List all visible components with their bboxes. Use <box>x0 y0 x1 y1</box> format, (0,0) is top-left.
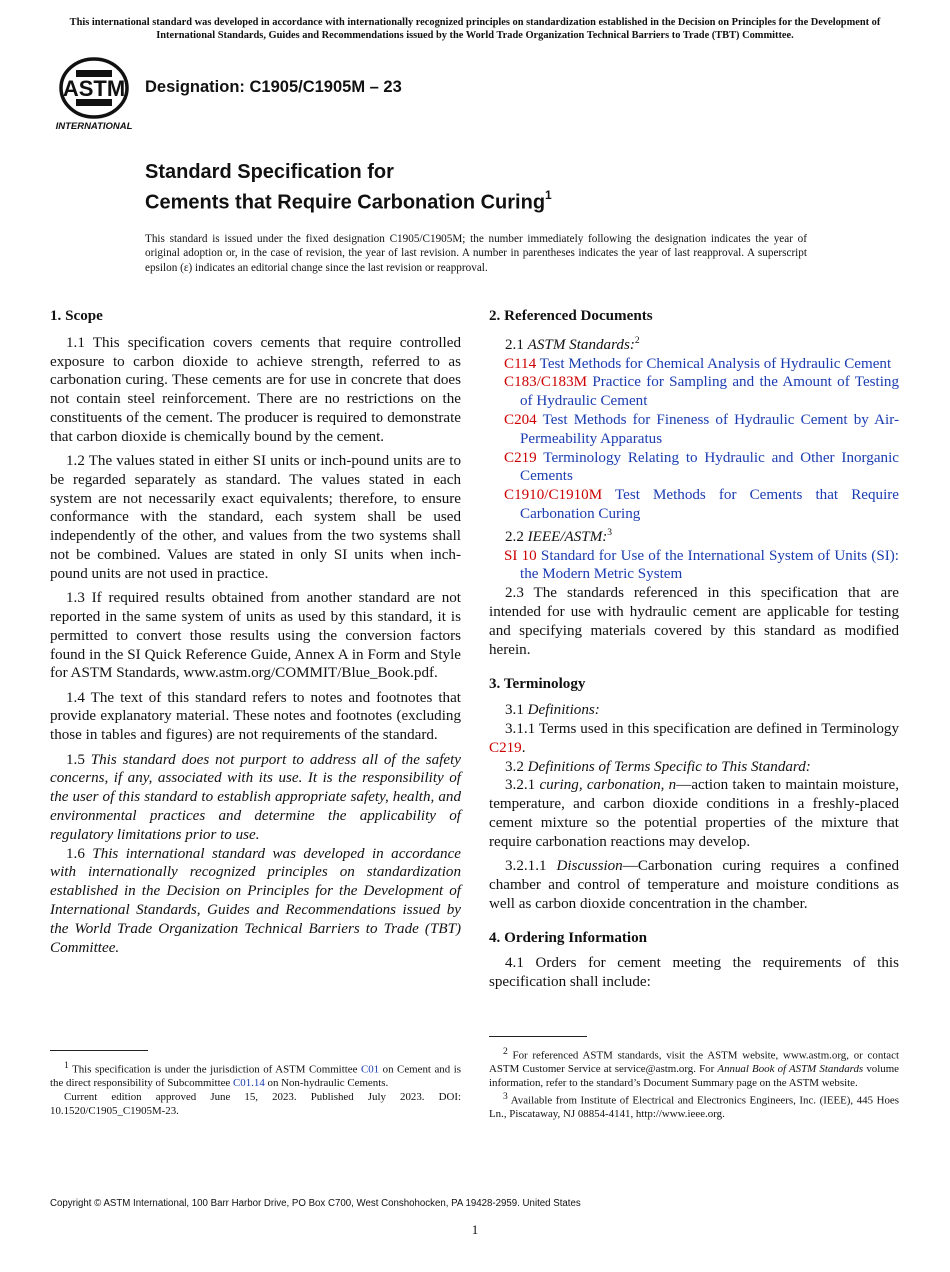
right-column <box>489 307 899 992</box>
top-notice: This international standard was developed in accordance with internationally recognized principles on standardization established in the Decision on Principles for the Development of International Standards, Guides and Recommendations issued by the World Trade Organization Technical Barriers to Trade (TBT) Committee. <box>69 17 881 41</box>
para-1-1: 1.1 This specification covers cements that require controlled exposure to carbon dioxide to achieve strength, referred to as carbonation curing. These cements are for use in concrete that does not contain steel reinforcement. There are no restrictions on the constituents of the cement. The producer is required to demonstrate that carbon dioxide is chemically bound by the cement. <box>50 334 461 445</box>
para-1-2: 1.2 The values stated in either SI units or inch-pound units are to be regarded separately as standard. The values stated in each system are not necessarily exact equivalents; therefore, to ensure conformance with the standard, each system shall be used independently of the other, and values from the two systems shall not be combined. Values are stated in only SI units when inch-pound units are not used in practice. <box>50 453 461 582</box>
reference-item[interactable] <box>489 411 899 449</box>
footnote-2: $^2$ For referenced ASTM standards, visit the ASTM website, www.astm.org, or contact ASTM Customer Service at service@astm.org. For Annual Book of ASTM Standards volume information, refer to the standard’s Document Summary page on the ASTM website. <box>489 1047 899 1090</box>
designation: Designation: C1905/C1905M – 23 <box>145 78 402 96</box>
section-heading-scope: 1. Scope <box>50 308 103 324</box>
reference-title[interactable]: Test Methods for Fineness of Hydraulic Cement by Air-Permeability Apparatus <box>520 412 899 447</box>
reference-item[interactable] <box>489 547 899 585</box>
reference-item[interactable] <box>489 449 899 487</box>
link-c01[interactable]: C01 <box>360 1063 380 1076</box>
edition-note: Current edition approved June 15, 2023. Published July 2023. DOI: 10.1520/C1905_C1905M-23. <box>50 1091 461 1118</box>
title-footnote-marker[interactable]: 1 <box>545 188 552 202</box>
reference-code[interactable]: C183/C183M <box>504 374 588 391</box>
para-3-2-1: 3.2.1 curing, carbonation, n—action taken to maintain moisture, temperature, and carbon dioxide conditions in a freshly-placed cement mixture so the potential properties of the mixture that require carbonation reactions may develop. <box>489 777 899 850</box>
reference-title[interactable]: Test Methods for Cements that Require Carbonation Curing <box>520 487 899 522</box>
para-3-2-1-1: 3.2.1.1 Discussion—Carbonation curing requires a confined chamber and control of temperature and moisture conditions as well as carbon dioxide concentration in the chamber. <box>489 858 899 912</box>
footnote-1: $^1$ This specification is under the jurisdiction of ASTM Committee C01 on Cement and is the direct responsibility of Subcommittee C01.14 on Non-hydraulic Cements. <box>50 1061 461 1090</box>
logo-letters: ASTM <box>62 76 126 101</box>
title-line-1: Standard Specification for <box>145 161 394 183</box>
copyright: Copyright © ASTM International, 100 Barr Harbor Drive, PO Box C700, West Conshohocken, PA 19428-2959. United States <box>50 1198 581 1209</box>
para-3-2: 3.2 Definitions of Terms Specific to This Standard: <box>505 758 811 775</box>
reference-code[interactable]: C1910/C1910M <box>504 487 603 504</box>
left-column <box>50 307 461 957</box>
ieee-label: 2.2 IEEE/ASTM:$^3$ <box>505 527 613 545</box>
reference-code[interactable]: SI 10 <box>504 547 537 564</box>
page-number: 1 <box>471 1222 479 1237</box>
reference-code[interactable]: C114 <box>504 355 537 372</box>
logo-caption: INTERNATIONAL <box>55 121 133 132</box>
para-1-3: 1.3 If required results obtained from another standard are not reported in the same system of units as used by this standard, it is permitted to convert those results using the conversion factors found in the SI Quick Reference Guide, Annex A in Form and Style for ASTM Standards, www.astm.org/COMMIT/Blue_Book.pdf. <box>50 590 461 682</box>
ieee-reference-list <box>489 547 899 585</box>
link-c219[interactable]: C219 <box>489 739 522 756</box>
para-4-1: 4.1 Orders for cement meeting the requirements of this specification shall include: <box>489 955 899 991</box>
astm-logo-icon <box>52 56 136 132</box>
reference-code[interactable]: C219 <box>504 449 537 466</box>
footnote-divider <box>50 1050 148 1051</box>
title-line-2: Cements that Require Carbonation Curing <box>145 191 546 214</box>
footnote-3: $^3$ Available from Institute of Electrical and Electronics Engineers, Inc. (IEEE), 445 Hoes Ln., Piscataway, NJ 08854-4141, http://www.ieee.org. <box>489 1092 899 1121</box>
reference-item[interactable] <box>489 486 899 524</box>
para-3-1-1: 3.1.1 Terms used in this specification are defined in Terminology C219. <box>489 721 899 756</box>
footnotes-right <box>489 1036 899 1122</box>
issued-note: This standard is issued under the fixed designation C1905/C1905M; the number immediately following the designation indicates the year of original adoption or, in the case of revision, the year of last revision. A number in parentheses indicates the year of last reapproval. A superscript epsilon (ε) indicates an editorial change since the last revision or reapproval. <box>145 233 807 274</box>
reference-item[interactable] <box>489 355 899 374</box>
page-title <box>145 160 552 216</box>
astm-reference-list <box>489 355 899 524</box>
section-heading-referenced: 2. Referenced Documents <box>489 308 653 324</box>
para-1-6: 1.6 This international standard was developed in accordance with internationally recognized principles on standardization established in the Decision on Principles for the Development of International Standards, Guides and Recommendations issued by the World Trade Organization Technical Barriers to Trade (TBT) Committee. <box>50 845 461 956</box>
link-c01-14[interactable]: C01.14 <box>233 1077 265 1090</box>
section-heading-ordering: 4. Ordering Information <box>489 930 648 947</box>
reference-item[interactable] <box>489 373 899 411</box>
reference-title[interactable]: Standard for Use of the International System of Units (SI): the Modern Metric System <box>520 547 899 583</box>
section-heading-terminology: 3. Terminology <box>489 676 586 693</box>
astm-standards-label: 2.1 ASTM Standards:$^2$ <box>505 335 640 353</box>
reference-title[interactable]: Practice for Sampling and the Amount of Testing of Hydraulic Cement <box>520 374 899 410</box>
astm-logo <box>52 56 136 132</box>
para-1-5: 1.5 This standard does not purport to address all of the safety concerns, if any, associated with its use. It is the responsibility of the user of this standard to establish appropriate safety, health, and environmental practices and determine the applicability of regulatory limitations prior to use. <box>50 751 461 843</box>
para-2-3: 2.3 The standards referenced in this specification that are intended for use with hydraulic cement are applicable for testing and specifying materials covered by this standard as modified herein. <box>489 585 899 658</box>
para-1-4: 1.4 The text of this standard refers to notes and footnotes that provide explanatory material. These notes and footnotes (excluding those in tables and figures) are not requirements of the standard. <box>50 689 461 744</box>
reference-title[interactable]: Test Methods for Chemical Analysis of Hydraulic Cement <box>539 355 892 372</box>
reference-title[interactable]: Terminology Relating to Hydraulic and Other Inorganic Cements <box>520 449 899 485</box>
footnotes-left <box>50 1050 461 1119</box>
reference-code[interactable]: C204 <box>504 412 537 429</box>
para-3-1: 3.1 Definitions: <box>505 702 600 719</box>
footnote-divider <box>489 1036 587 1037</box>
